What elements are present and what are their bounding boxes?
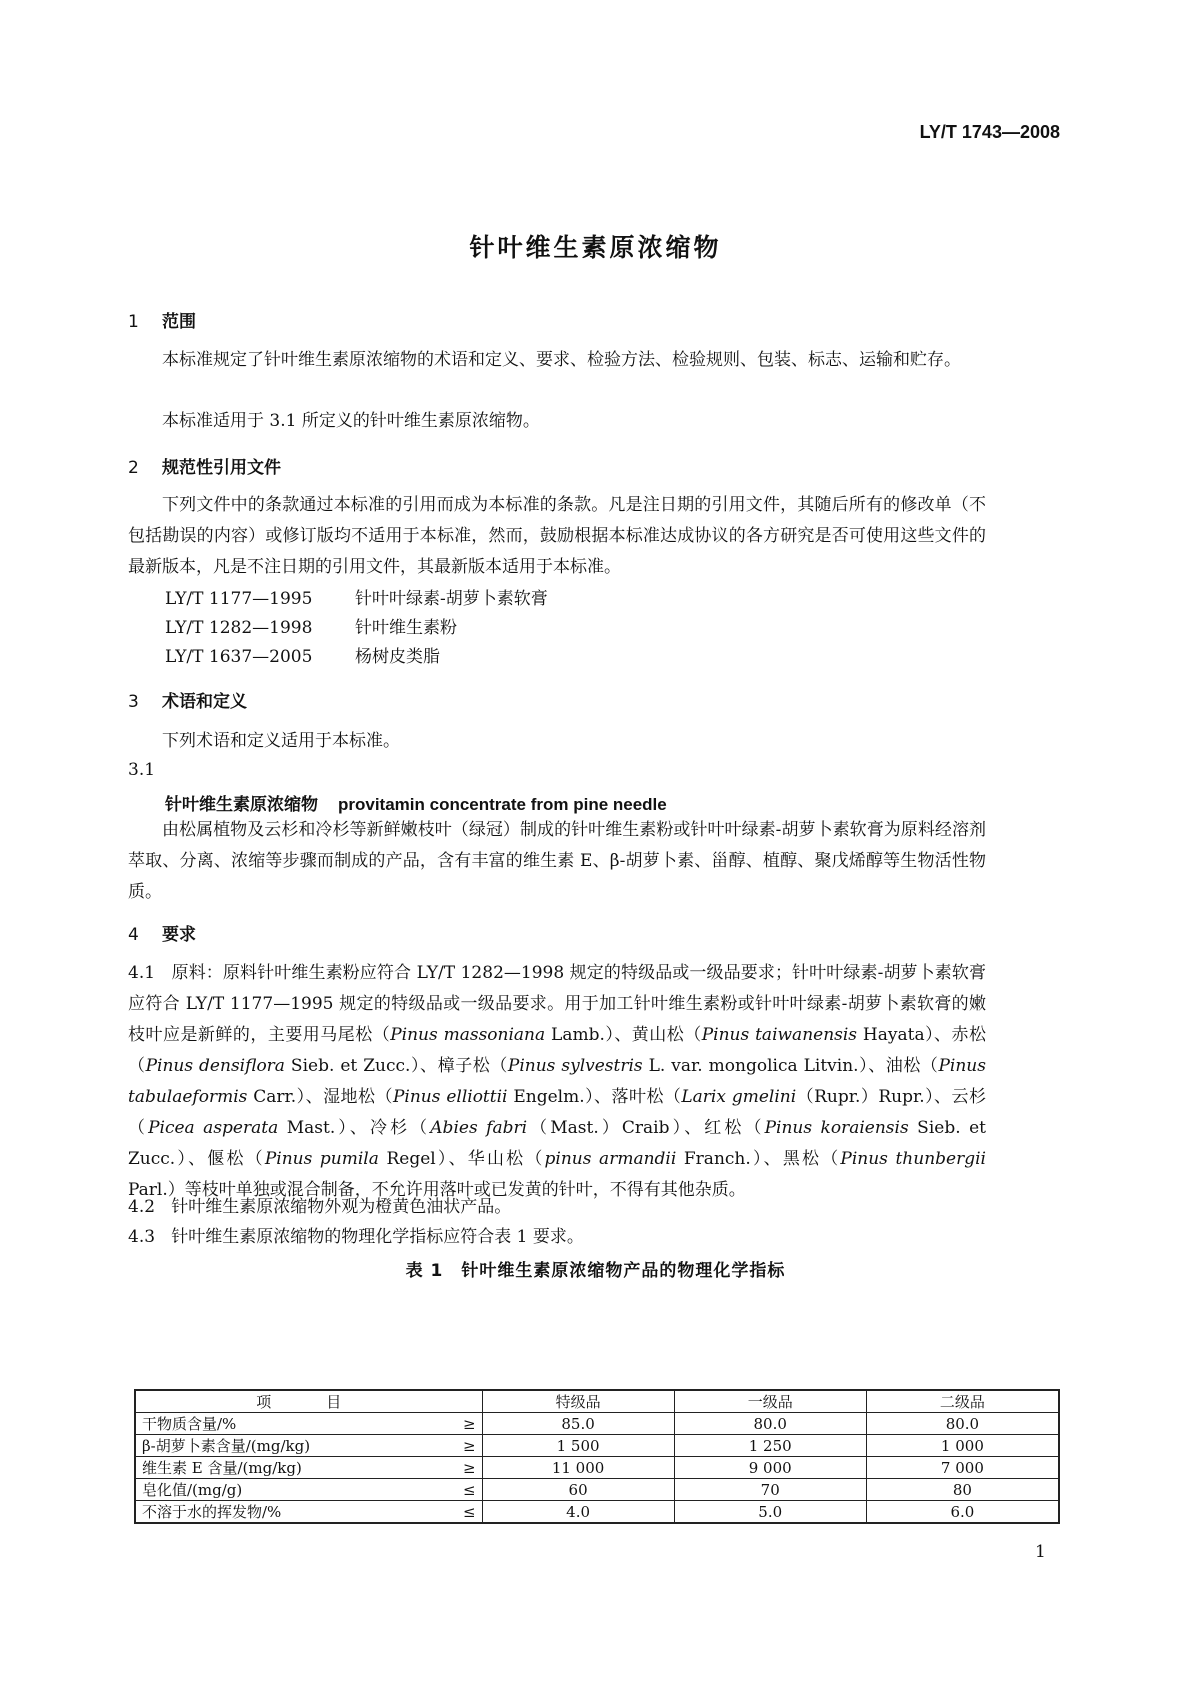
table-row: [135, 1501, 1059, 1524]
term-definition: 由松属植物及云杉和冷杉等新鲜嫩枝叶（绿冠）制成的针叶维生素粉或针叶叶绿素-胡萝卜素软膏为原料经溶剂萃取、分离、浓缩等步骤而制成的产品，含有丰富的维生素 E、β-胡萝卜素、甾醇、植醇、聚戊烯醇等生物活性物质。: [128, 820, 986, 902]
clause-text: Parl.）等枝叶单独或混合制备，不允许用落叶或已发黄的针叶，不得有其他杂质。: [128, 1180, 746, 1200]
row-item: 干物质含量/%: [135, 1413, 406, 1435]
section-3-para-1: 下列术语和定义适用于本标准。: [162, 731, 400, 751]
row-value: 80: [866, 1479, 1059, 1501]
row-value: 5.0: [674, 1501, 866, 1524]
row-value: 80.0: [866, 1413, 1059, 1435]
header-grade-special: 特级品: [482, 1390, 674, 1413]
standard-code: LY/T 1743—2008: [919, 122, 1060, 142]
section-1-para-2: 本标准适用于 3.1 所定义的针叶维生素原浓缩物。: [162, 411, 540, 431]
clause-text: 原料：原料针叶维生素粉应符合 LY/T 1282—1998 规定的特级品或一级品要求；针叶叶绿素-胡萝卜素软膏应符合 LY/T 1177—1995 规定的特级品或一级品要求。用于加工针叶维生素粉或针叶叶绿素-胡萝卜素软膏的嫩枝叶应是新鲜的，主要用马尾松（: [128, 963, 986, 1045]
row-value: 1 000: [866, 1435, 1059, 1457]
reference-item: [165, 613, 457, 638]
species-name: Picea asperata: [148, 1118, 279, 1138]
species-name: pinus armandii: [544, 1149, 677, 1169]
species-name: Pinus tabulaeformis: [128, 1056, 986, 1107]
section-number: 3: [128, 692, 139, 712]
clause-number: 4.3: [128, 1227, 156, 1247]
section-title: 要求: [162, 925, 196, 945]
species-name: Pinus pumila: [264, 1149, 379, 1169]
clause-number: 4.2: [128, 1197, 156, 1217]
row-value: 9 000: [674, 1457, 866, 1479]
row-operator: ≥: [406, 1457, 482, 1479]
clause-4-3: [128, 1222, 986, 1253]
section-4-heading: [128, 920, 196, 945]
section-number: 4: [128, 925, 139, 945]
row-item: 维生素 E 含量/(mg/kg): [135, 1457, 406, 1479]
reference-code: LY/T 1282—1998: [165, 618, 313, 638]
clause-text: 针叶维生素原浓缩物外观为橙黄色油状产品。: [171, 1197, 512, 1217]
clause-text: Carr.）、湿地松（: [247, 1087, 393, 1107]
clause-4-1: [128, 958, 986, 1206]
species-name: Pinus taiwanensis: [701, 1025, 858, 1045]
clause-text: Mast.）、冷杉（: [278, 1118, 431, 1138]
spec-table: [134, 1389, 1060, 1524]
species-name: Abies fabri: [430, 1118, 528, 1138]
reference-code: LY/T 1637—2005: [165, 647, 313, 667]
species-name: Larix gmelini: [681, 1087, 797, 1107]
species-name: Pinus koraiensis: [764, 1118, 909, 1138]
clause-text: Franch.）、黑松（: [676, 1149, 841, 1169]
section-2-para-1: 下列文件中的条款通过本标准的引用而成为本标准的条款。凡是注日期的引用文件，其随后所有的修改单（不包括勘误的内容）或修订版均不适用于本标准，然而，鼓励根据本标准达成协议的各方研究是否可使用这些文件的最新版本，凡是不注日期的引用文件，其最新版本适用于本标准。: [128, 495, 986, 577]
table-row: [135, 1413, 1059, 1435]
clause-text: Lamb.）、黄山松（: [545, 1025, 702, 1045]
row-value: 85.0: [482, 1413, 674, 1435]
row-value: 6.0: [866, 1501, 1059, 1524]
row-item: 皂化值/(mg/g): [135, 1479, 406, 1501]
subsection-number: 3.1: [128, 760, 156, 780]
row-value: 60: [482, 1479, 674, 1501]
table-row: [135, 1457, 1059, 1479]
clause-text: L. var. mongolica Litvin.）、油松（: [642, 1056, 939, 1076]
clause-text: （Rupr.）Rupr.）、云杉（: [128, 1087, 986, 1138]
reference-item: [165, 642, 440, 667]
row-operator: ≤: [406, 1501, 482, 1524]
header-grade-second: 二级品: [866, 1390, 1059, 1413]
section-2-heading: [128, 453, 281, 478]
clause-text: （Mast.）Craib）、红松（: [527, 1118, 765, 1138]
section-1-para-1: 本标准规定了针叶维生素原浓缩物的术语和定义、要求、检验方法、检验规则、包装、标志、运输和贮存。: [162, 350, 961, 370]
reference-name: 针叶维生素粉: [355, 618, 457, 638]
row-value: 1 500: [482, 1435, 674, 1457]
term-en: provitamin concentrate from pine needle: [338, 795, 667, 814]
species-name: Pinus sylvestris: [507, 1056, 643, 1076]
term-zh: 针叶维生素原浓缩物: [165, 795, 318, 815]
clause-text: 针叶维生素原浓缩物的物理化学指标应符合表 1 要求。: [171, 1227, 584, 1247]
species-name: Pinus massoniana: [390, 1025, 546, 1045]
table-row: [135, 1479, 1059, 1501]
clause-text: Regel）、华山松（: [378, 1149, 545, 1169]
row-item: β-胡萝卜素含量/(mg/kg): [135, 1435, 406, 1457]
clause-text: Sieb. et Zucc.）、偃松（: [128, 1118, 987, 1169]
clause-number: 4.1: [128, 963, 156, 983]
clause-text: Hayata）、赤松（: [128, 1025, 987, 1076]
row-value: 11 000: [482, 1457, 674, 1479]
species-name: Pinus elliottii: [392, 1087, 508, 1107]
section-title: 术语和定义: [162, 692, 247, 712]
species-name: Pinus thunbergii: [840, 1149, 986, 1169]
section-title: 范围: [162, 312, 196, 332]
document-title: 针叶维生素原浓缩物: [469, 233, 722, 262]
section-title: 规范性引用文件: [162, 458, 281, 478]
section-3-heading: [128, 687, 247, 712]
row-item: 不溶于水的挥发物/%: [135, 1501, 406, 1524]
species-name: Pinus densiflora: [145, 1056, 285, 1076]
section-number: 2: [128, 458, 139, 478]
row-operator: ≤: [406, 1479, 482, 1501]
row-value: 4.0: [482, 1501, 674, 1524]
reference-code: LY/T 1177—1995: [165, 589, 313, 609]
page-number: 1: [1035, 1542, 1046, 1562]
clause-text: Engelm.）、落叶松（: [507, 1087, 682, 1107]
header-item: 项 目: [135, 1390, 482, 1413]
row-value: 80.0: [674, 1413, 866, 1435]
section-number: 1: [128, 312, 139, 332]
clause-text: Sieb. et Zucc.）、樟子松（: [284, 1056, 508, 1076]
term-entry: [165, 790, 667, 815]
row-value: 1 250: [674, 1435, 866, 1457]
table-caption: 表 1 针叶维生素原浓缩物产品的物理化学指标: [405, 1261, 786, 1281]
row-operator: ≥: [406, 1435, 482, 1457]
header-grade-first: 一级品: [674, 1390, 866, 1413]
clause-4-2: [128, 1192, 986, 1223]
reference-name: 杨树皮类脂: [355, 647, 440, 667]
table-header-row: [135, 1390, 1059, 1413]
row-value: 70: [674, 1479, 866, 1501]
section-1-heading: [128, 307, 196, 332]
reference-name: 针叶叶绿素-胡萝卜素软膏: [355, 589, 548, 609]
table-row: [135, 1435, 1059, 1457]
row-value: 7 000: [866, 1457, 1059, 1479]
reference-item: [165, 584, 548, 609]
row-operator: ≥: [406, 1413, 482, 1435]
